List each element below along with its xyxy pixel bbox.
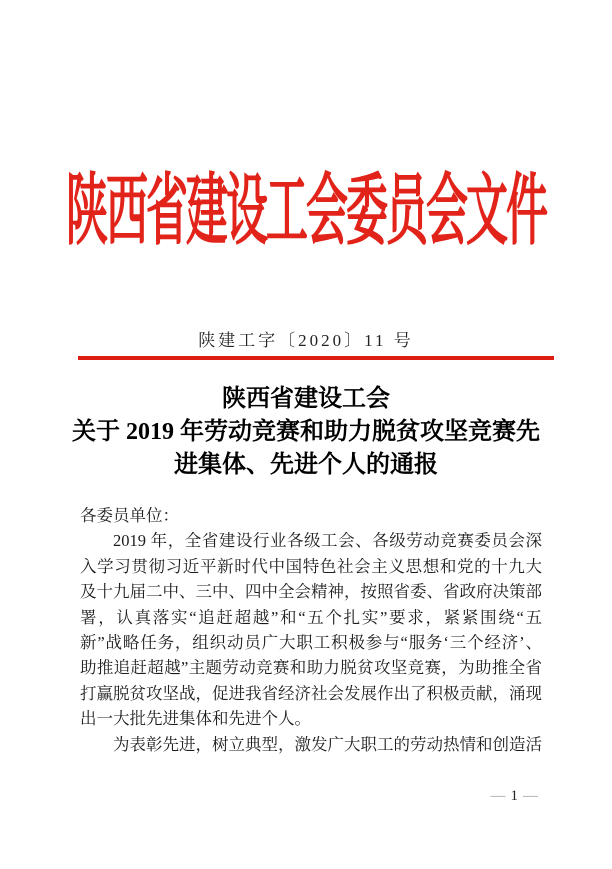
red-header-banner <box>0 166 612 254</box>
salutation-line: 各委员单位： <box>80 506 179 525</box>
body-line: 助推追赶超越”主题劳动竞赛和助力脱贫攻坚竞赛，为助推全省 <box>80 658 542 678</box>
body-line: 为表彰先进，树立典型，激发广大职工的劳动热情和创造活 <box>113 734 542 754</box>
page-footer <box>0 787 612 805</box>
footer-dash-right: — <box>523 788 538 804</box>
red-divider-rule <box>78 356 554 360</box>
body-line: 出一大批先进集体和先进个人。 <box>80 709 311 729</box>
document-reference-number: 陕建工字〔2020〕11 号 <box>198 331 414 350</box>
document-title-line-2: 关于 2019 年劳动竞赛和助力脱贫攻坚竞赛先 <box>72 419 540 445</box>
body-line: 新”战略任务，组织动员广大职工积极参与“服务‘三个经济’、 <box>80 633 542 653</box>
document-body <box>80 503 542 757</box>
body-line: 入学习贯彻习近平新时代中国特色社会主义思想和党的十九大 <box>80 556 542 576</box>
document-title <box>50 383 562 482</box>
body-line: 2019 年，全省建设行业各级工会、各级劳动竞赛委员会深 <box>113 531 542 551</box>
document-title-line-3: 进集体、先进个人的通报 <box>174 452 438 478</box>
body-line: 署，认真落实“追赶超越”和“五个扎实”要求，紧紧围绕“五 <box>80 607 542 627</box>
issuing-agency-banner-title: 陕西省建设工会委员会文件 <box>65 166 546 254</box>
body-line: 及十九届二中、三中、四中全会精神，按照省委、省政府决策部 <box>80 582 542 602</box>
body-line: 打赢脱贫攻坚战，促进我省经济社会发展作出了积极贡献，涌现 <box>80 683 542 703</box>
document-title-line-1: 陕西省建设工会 <box>222 386 390 412</box>
page-number: 1 <box>510 788 518 804</box>
footer-dash-left: — <box>490 788 506 804</box>
